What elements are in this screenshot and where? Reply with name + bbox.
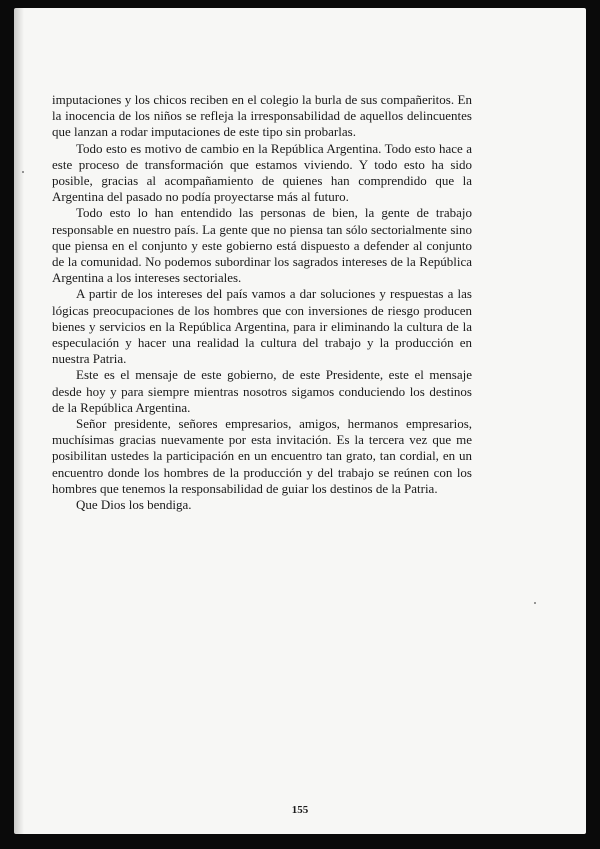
paragraph-continuation: imputaciones y los chicos reciben en el colegio la burla de sus compañeritos. En la inocencia de los niños se refleja la irresponsabilidad de aquellos delincuentes que lanzan a rodar imputaciones de este tipo sin probarlas. xyxy=(52,92,472,140)
paragraph: Este es el mensaje de este gobierno, de este Presidente, este el mensaje desde hoy y para siempre mientras nosotros sigamos conduciendo los destinos de la República Argentina. xyxy=(52,367,472,415)
scan-speck xyxy=(22,171,24,173)
paragraph: Señor presidente, señores empresarios, amigos, hermanos empresarios, muchísimas gracias nuevamente por esta invitación. Es la tercera vez que me posibilitan ustedes la participación en un encuentro tan grato, tan cordial, en un encuentro donde los hombres de la producción y del trabajo se reúnen con los hombres que tenemos la responsabilidad de guiar los destinos de la Patria. xyxy=(52,416,472,496)
body-text xyxy=(52,92,472,513)
scan-speck xyxy=(534,602,536,604)
paragraph: Todo esto es motivo de cambio en la República Argentina. Todo esto hace a este proceso de transformación que estamos viviendo. Y todo esto ha sido posible, gracias al acompañamiento de quienes han comprendido que la Argentina del pasado no podía proyectarse más al futuro. xyxy=(52,140,472,205)
closing-line: Que Dios los bendiga. xyxy=(76,497,192,513)
paragraph: A partir de los intereses del país vamos a dar soluciones y respuestas a las lógicas preocupaciones de los hombres que con inversiones de riesgo producen bienes y servicios en la República Argentina, para ir eliminando la cultura de la especulación y hacer una realidad la cultura del trabajo y la producción en nuestra Patria. xyxy=(52,286,472,367)
paragraph: Todo esto lo han entendido las personas de bien, la gente de trabajo responsable en nuestro país. La gente que no piensa tan sólo sectorialmente sino que piensa en el conjunto y este gobierno está dispuesto a defender al conjunto de la comunidad. No podemos subordinar los sagrados intereses de la República Argentina a los intereses sectoriales. xyxy=(52,205,472,286)
page-number: 155 xyxy=(291,804,309,816)
